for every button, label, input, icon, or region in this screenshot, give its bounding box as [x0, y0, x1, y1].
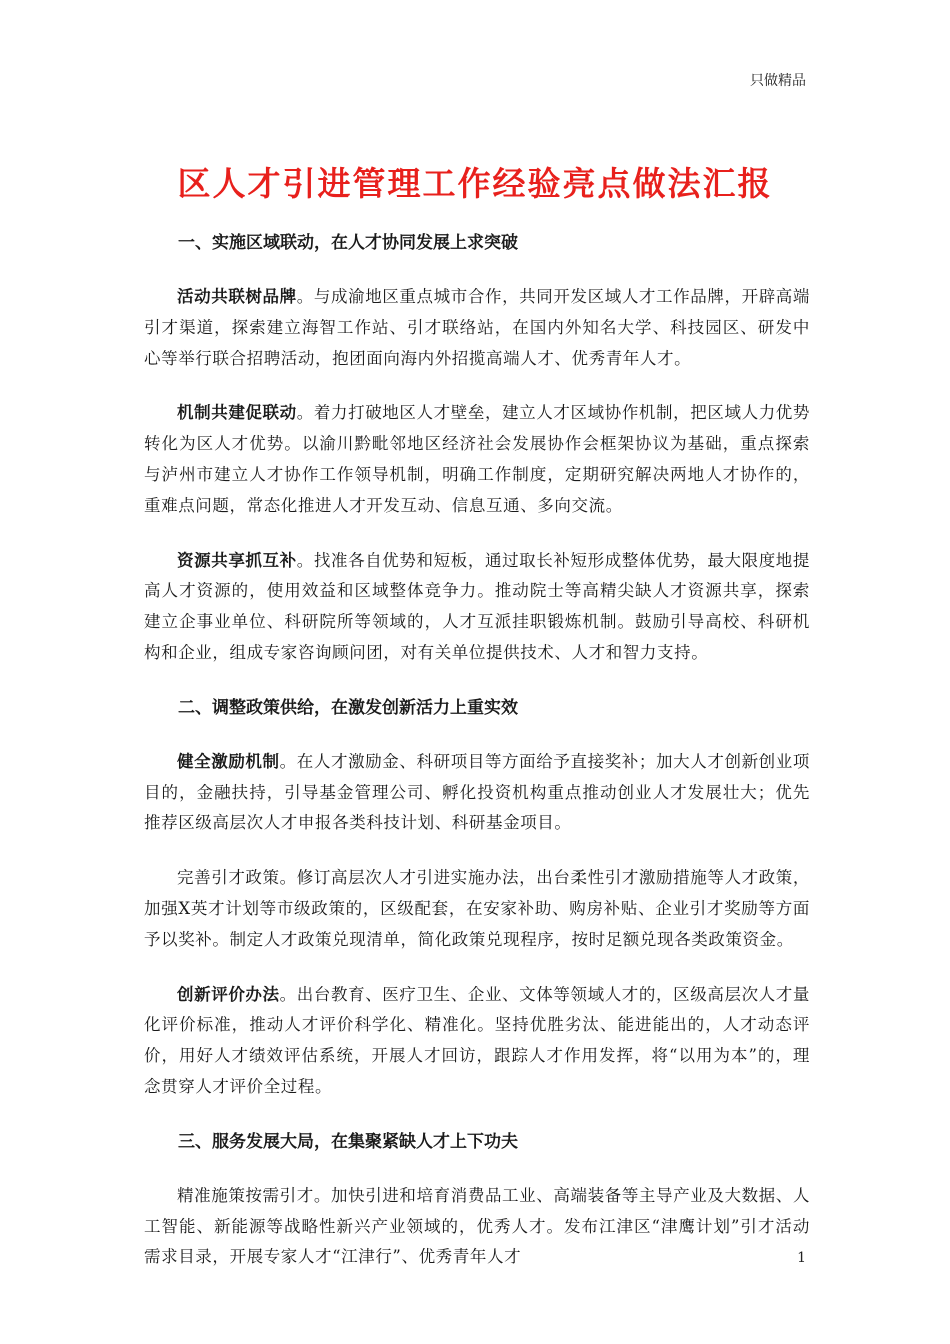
paragraph-lead: 活动共联树品牌 [177, 287, 297, 306]
paragraph-text: 。在人才激励金、科研项目等方面给予直接奖补；加大人才创新创业项目的，金融扶持，引导基金管理公司、孵化投资机构重点推动创业人才发展壮大；优先推荐区级高层次人才申报各类科技计划、科研基金项目。 [144, 751, 810, 833]
paragraph-1-2 [144, 398, 810, 521]
paragraph-text: 。出台教育、医疗卫生、企业、文体等领域人才的，区级高层次人才量化评价标准，推动人才评价科学化、精准化。坚持优胜劣汰、能进能出的，人才动态评价，用好人才绩效评估系统，开展人才回访，跟踪人才作用发挥，将“以用为本”的，理念贯穿人才评价全过程。 [144, 984, 810, 1096]
paragraph-text: 。找准各自优势和短板，通过取长补短形成整体优势，最大限度地提高人才资源的，使用效益和区域整体竞争力。推动院士等高精尖缺人才资源共享，探索建立企事业单位、科研院所等领域的，人才互派挂职锻炼机制。鼓励引导高校、科研机构和企业，组成专家咨询顾问团，对有关单位提供技术、人才和智力支持。 [144, 550, 811, 662]
paragraph-2-3 [144, 980, 810, 1103]
section-heading-2: 二、调整政策供给，在激发创新活力上重实效 [178, 697, 518, 718]
paragraph-lead: 创新评价办法 [177, 984, 280, 1004]
section-heading-3: 三、服务发展大局，在集聚紧缺人才上下功夫 [178, 1131, 518, 1152]
paragraph-text: 精准施策按需引才。加快引进和培育消费品工业、高端装备等主导产业及大数据、人工智能、新能源等战略性新兴产业领域的，优秀人才。发布江津区“津鹰计划”引才活动需求目录，开展专家人才“江津行”、优秀青年人才 [144, 1185, 810, 1267]
paragraph-3-1 [144, 1181, 810, 1273]
paragraph-1-1 [144, 282, 810, 374]
page-number: 1 [797, 1250, 806, 1266]
paragraph-2-2 [144, 863, 810, 955]
header-mark: 只做精品 [750, 73, 806, 89]
document-title: 区人才引进管理工作经验亮点做法汇报 [177, 164, 773, 203]
paragraph-lead: 资源共享抓互补 [177, 550, 297, 570]
paragraph-lead: 健全激励机制 [177, 751, 280, 771]
section-heading-1: 一、实施区域联动，在人才协同发展上求突破 [178, 233, 518, 253]
paragraph-1-3 [144, 546, 810, 669]
paragraph-2-1 [144, 747, 810, 839]
paragraph-text: 完善引才政策。修订高层次人才引进实施办法，出台柔性引才激励措施等人才政策，加强X英才计划等市级政策的，区级配套，在安家补助、购房补贴、企业引才奖励等方面予以奖补。制定人才政策兑现清单，简化政策兑现程序，按时足额兑现各类政策资金。 [144, 868, 810, 949]
paragraph-text: 。与成渝地区重点城市合作，共同开发区域人才工作品牌，开辟高端引才渠道，探索建立海智工作站、引才联络站，在国内外知名大学、科技园区、研发中心等举行联合招聘活动，抱团面向海内外招揽高端人才、优秀青年人才。 [144, 287, 811, 368]
paragraph-text: 。着力打破地区人才壁垒，建立人才区域协作机制，把区域人力优势转化为区人才优势。以渝川黔毗邻地区经济社会发展协作会框架协议为基础，重点探索与泸州市建立人才协作工作领导机制，明确工作制度，定期研究解决两地人才协作的，重难点问题，常态化推进人才开发互动、信息互通、多向交流。 [144, 403, 811, 515]
paragraph-lead: 机制共建促联动 [177, 403, 297, 423]
document-body [144, 228, 810, 1297]
